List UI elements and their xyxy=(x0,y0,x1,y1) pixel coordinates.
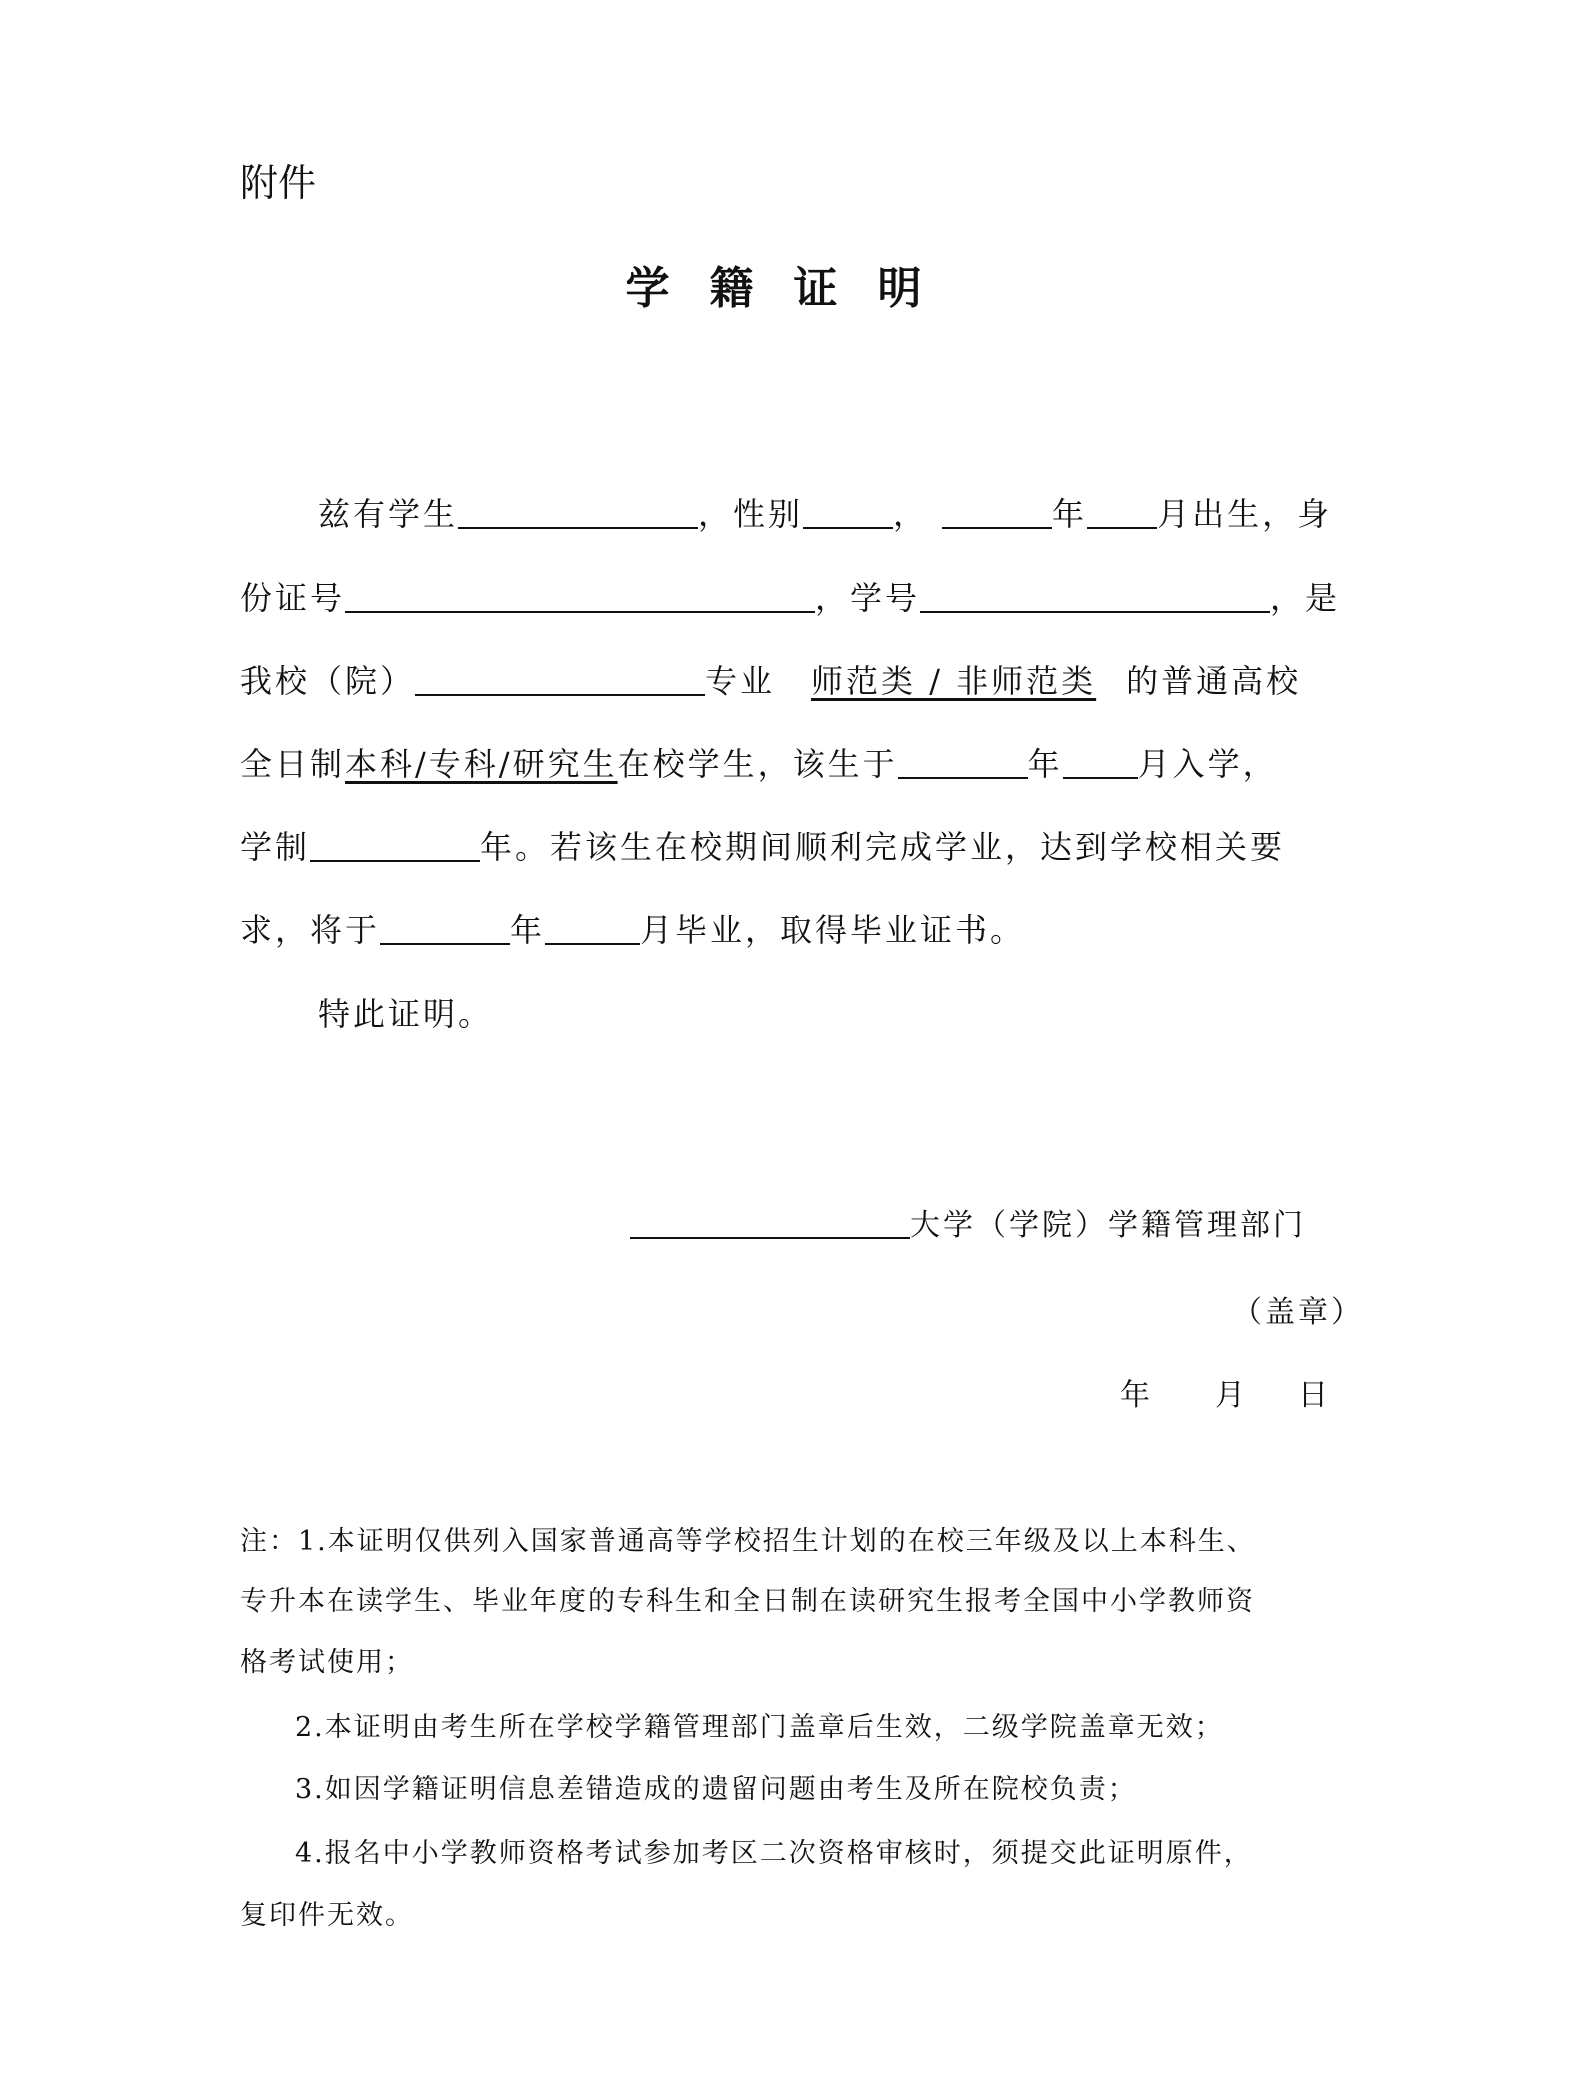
note-1-line-2: 专升本在读学生、毕业年度的专科生和全日制在读研究生报考全国中小学教师资 xyxy=(240,1586,1255,1617)
date-day-label: 日 xyxy=(1298,1378,1331,1413)
note-2: 2.本证明由考生所在学校学籍管理部门盖章后生效，二级学院盖章无效； xyxy=(295,1712,1224,1743)
note-1-line-3: 格考试使用； xyxy=(240,1647,414,1678)
enroll-month-blank[interactable] xyxy=(1063,741,1138,779)
seal-label: （盖章） xyxy=(1232,1295,1364,1330)
note-3: 3.如因学籍证明信息差错造成的遗留问题由考生及所在院校负责； xyxy=(295,1774,1137,1805)
teacher-training-option: 师范类 / 非师范类 xyxy=(811,662,1097,700)
major-blank[interactable] xyxy=(415,658,705,696)
birth-year-blank[interactable] xyxy=(942,491,1052,529)
body-line-6: 求，将于 年 月毕业，取得毕业证书。 xyxy=(240,906,1025,954)
closing-text: 特此证明。 xyxy=(318,995,494,1033)
id-number-blank[interactable] xyxy=(345,575,815,613)
birth-month-blank[interactable] xyxy=(1087,491,1157,529)
note-4-line-2: 复印件无效。 xyxy=(240,1900,414,1931)
document-title: 学籍证明 xyxy=(625,263,962,314)
duration-blank[interactable] xyxy=(310,824,480,862)
attachment-label: 附件 xyxy=(240,161,317,205)
date-month-label: 月 xyxy=(1215,1378,1248,1413)
grad-year-blank[interactable] xyxy=(380,907,510,945)
body-line-5: 学制 年。若该生在校期间顺利完成学业，达到学校相关要 xyxy=(240,823,1285,871)
body-line-3: 我校（院） 专业 师范类 / 非师范类 的普通高校 xyxy=(240,657,1301,705)
body-line-2: 份证号 ，学号 ，是 xyxy=(240,574,1340,622)
date-year-label: 年 xyxy=(1120,1378,1153,1413)
university-name-blank[interactable] xyxy=(630,1201,910,1239)
gender-blank[interactable] xyxy=(803,491,893,529)
grad-month-blank[interactable] xyxy=(545,907,640,945)
body-line-1: 兹有学生 ，性别 ， 年 月出生，身 xyxy=(318,490,1332,538)
student-number-blank[interactable] xyxy=(920,575,1270,613)
degree-level-option: 本科/专科/研究生 xyxy=(345,745,618,783)
body-line-4: 全日制本科/专科/研究生在校学生，该生于 年 月入学， xyxy=(240,740,1278,788)
signature-dept: 大学（学院）学籍管理部门 xyxy=(630,1200,1306,1244)
note-4-line-1: 4.报名中小学教师资格考试参加考区二次资格审核时，须提交此证明原件， xyxy=(295,1838,1253,1869)
enroll-year-blank[interactable] xyxy=(898,741,1028,779)
note-1-line-1: 注：1.本证明仅供列入国家普通高等学校招生计划的在校三年级及以上本科生、 xyxy=(240,1526,1256,1557)
name-blank[interactable] xyxy=(458,491,698,529)
